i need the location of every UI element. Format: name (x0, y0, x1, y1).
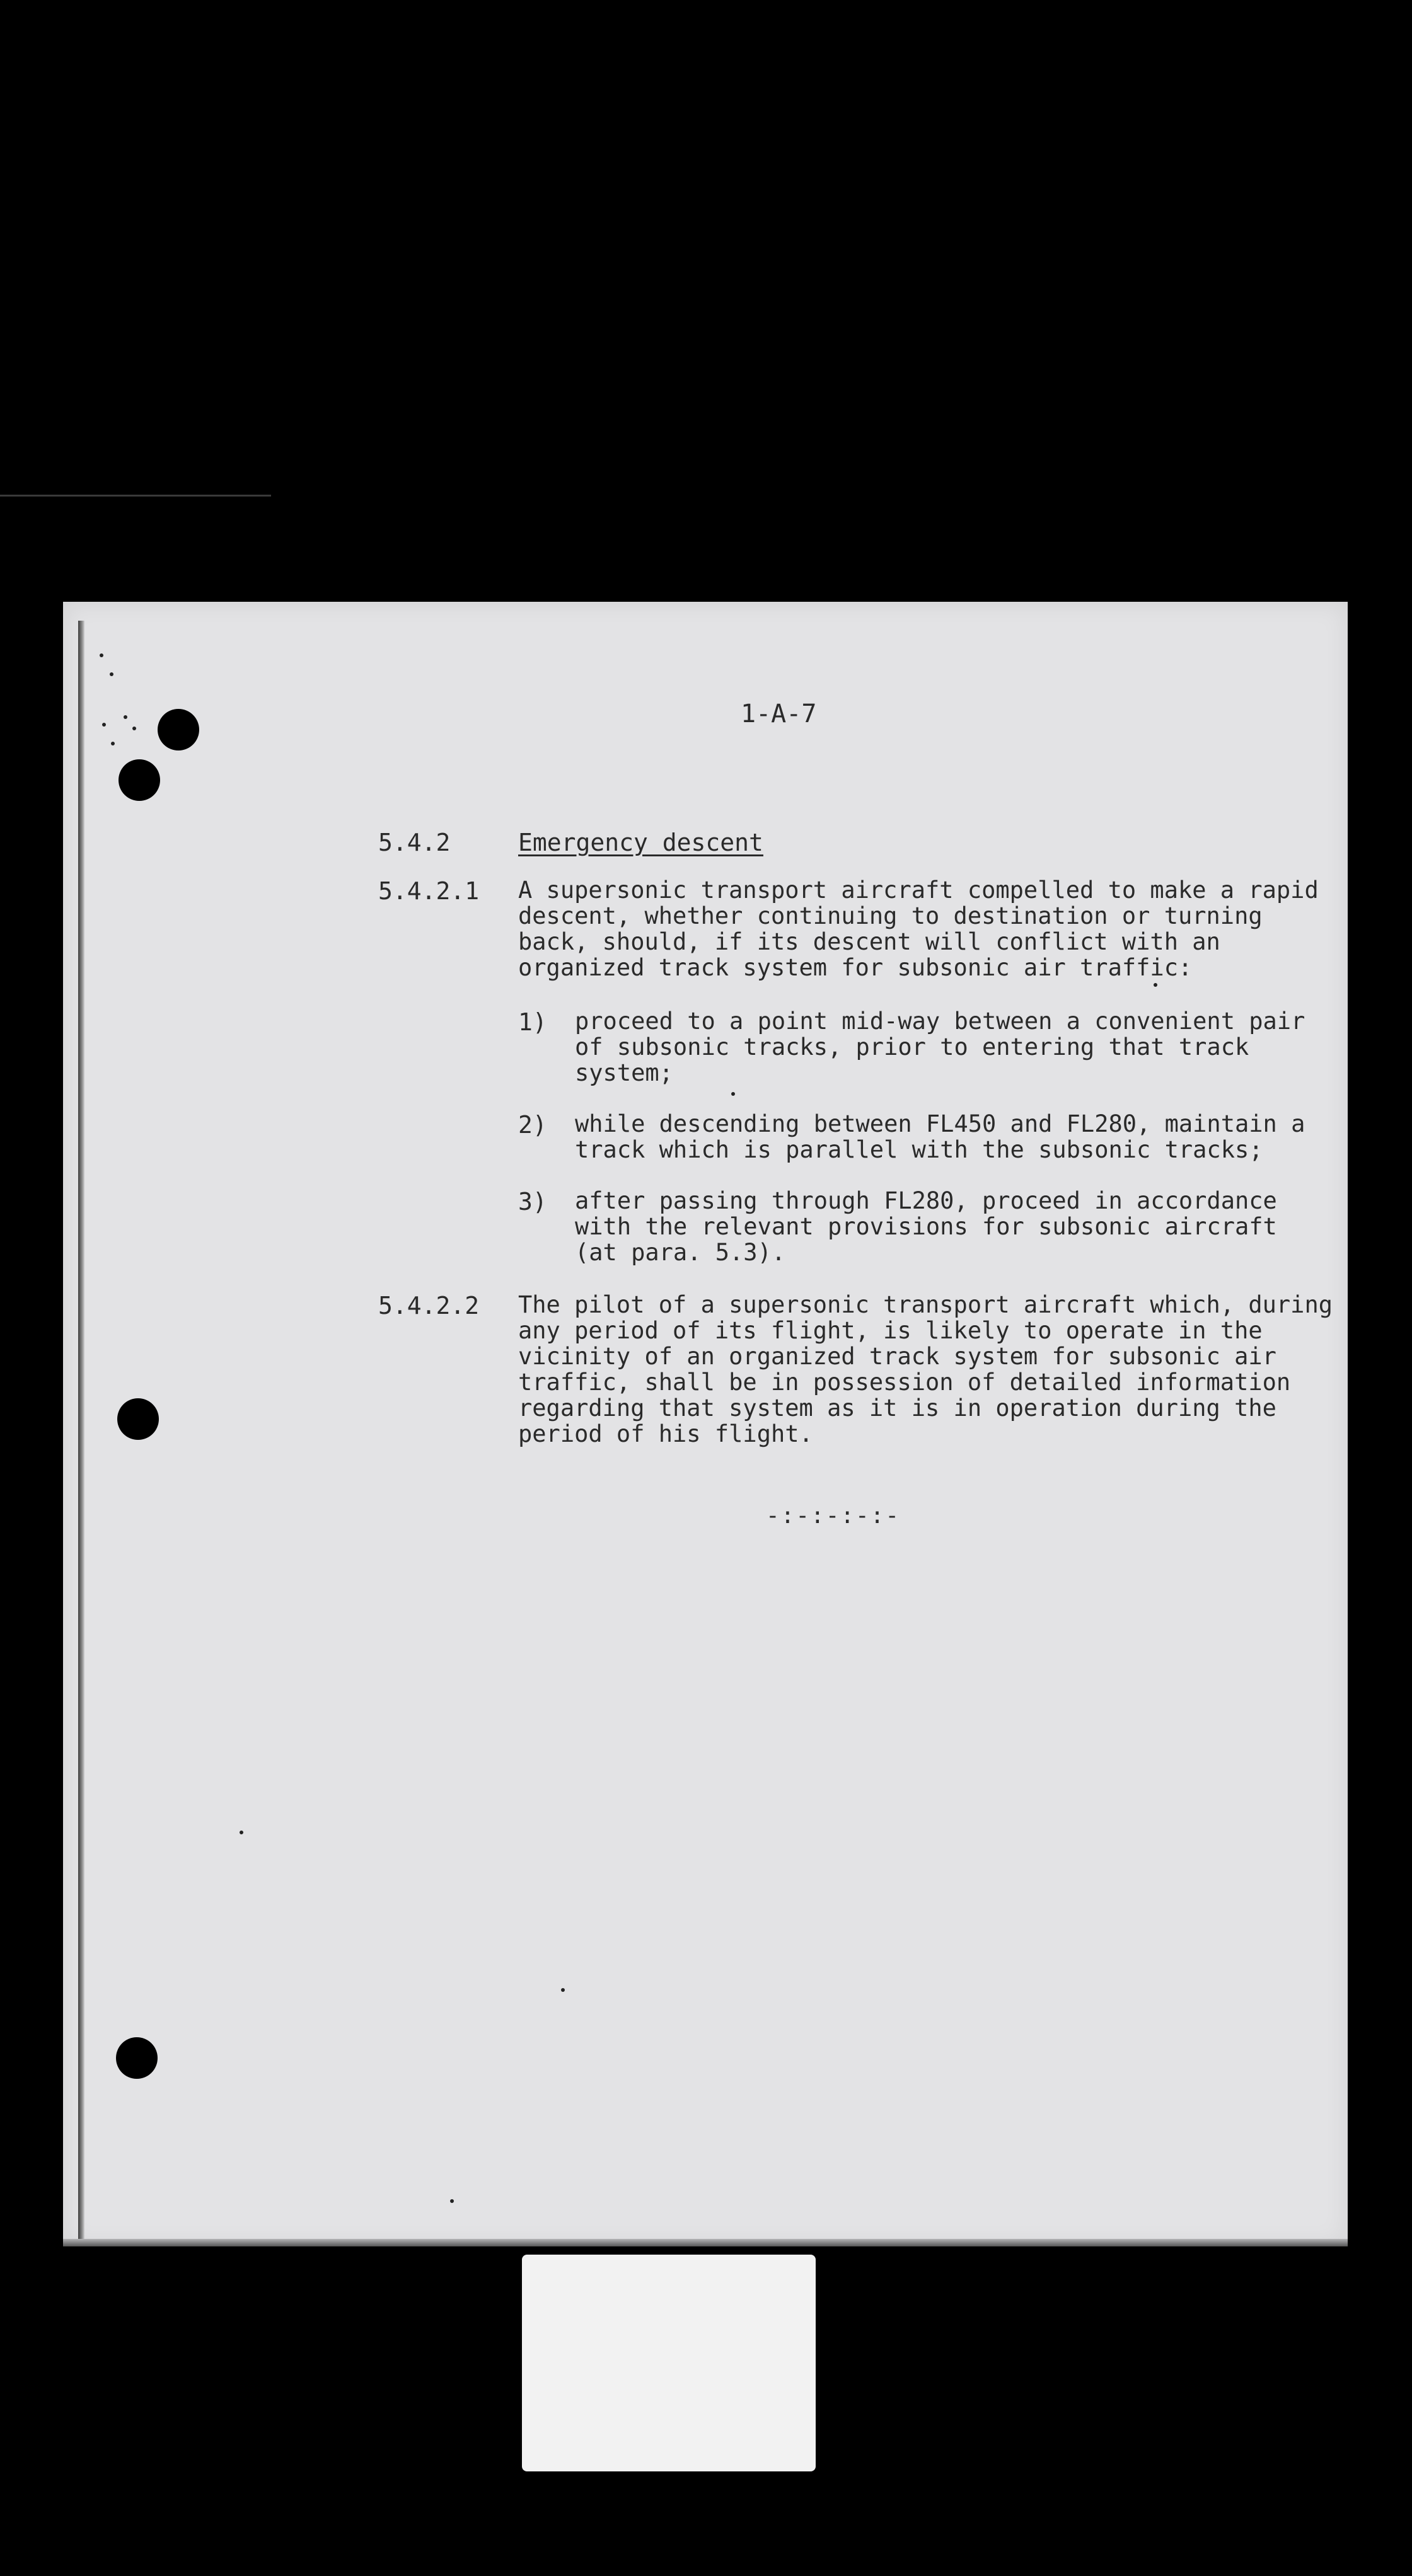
ink-speck (1154, 983, 1157, 987)
ink-speck (111, 742, 115, 745)
ink-speck (110, 672, 113, 676)
section-number: 5.4.2 (378, 829, 451, 856)
paragraph-text: A supersonic transport aircraft compelled to make a rapid descent, whether continuing to destination or turning back, should, if its descent will conflict with an organized track system for subsonic air traffic: (518, 877, 1319, 981)
ink-speck (450, 2199, 454, 2203)
page-binding-edge (78, 621, 84, 2240)
list-item-number: 1) (518, 1008, 547, 1036)
film-target-card (522, 2255, 816, 2471)
punch-hole (158, 709, 199, 750)
ink-speck (100, 653, 103, 657)
list-item-text: while descending between FL450 and FL280, maintain a track which is parallel with the subsonic tracks; (575, 1110, 1305, 1163)
ink-speck (102, 723, 106, 727)
paragraph-number: 5.4.2.1 (378, 877, 480, 905)
list-item-text: after passing through FL280, proceed in accordance with the relevant provisions for subsonic aircraft (at para. 5.3). (575, 1187, 1277, 1266)
list-item-number: 2) (518, 1111, 547, 1139)
punch-hole (117, 1398, 159, 1440)
section-heading: Emergency descent (518, 829, 763, 856)
page-number: 1-A-7 (741, 699, 817, 728)
punch-hole (116, 2037, 158, 2079)
document-page (63, 602, 1348, 2246)
page-bottom-edge (63, 2239, 1348, 2246)
list-item-number: 3) (518, 1188, 547, 1216)
list-item-text: proceed to a point mid-way between a convenient pair of subsonic tracks, prior to entering that track system; (575, 1008, 1305, 1086)
ink-speck (731, 1092, 735, 1096)
ink-speck (132, 727, 136, 730)
paragraph-text: The pilot of a supersonic transport aircraft which, during any period of its flight, is likely to operate in the vicinity of an organized track system for subsonic air traffic, shall be in possession of detailed information regarding that system as it is in operation during the period of his flight. (518, 1291, 1333, 1447)
punch-hole (119, 759, 160, 801)
ink-speck (240, 1831, 243, 1834)
ink-speck (561, 1988, 565, 1992)
ink-speck (124, 715, 127, 719)
end-of-section-mark: -:-:-:-:- (766, 1503, 901, 1529)
film-scratch (0, 495, 271, 497)
paragraph-number: 5.4.2.2 (378, 1292, 480, 1320)
